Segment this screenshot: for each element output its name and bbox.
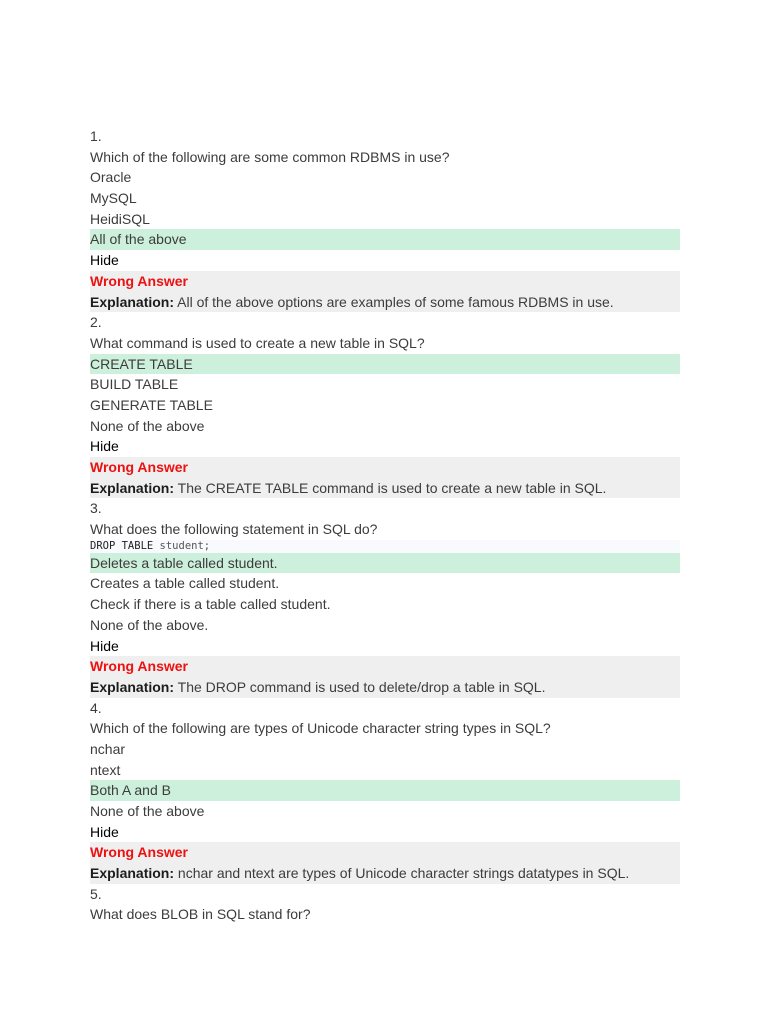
explanation-label: Explanation: — [90, 293, 175, 310]
question-text: Which of the following are types of Unicode character string types in SQL? — [90, 720, 551, 737]
wrong-answer-label: Wrong Answer — [90, 844, 189, 861]
answer-option[interactable]: GENERATE TABLE — [90, 396, 213, 413]
quiz-content — [90, 126, 680, 925]
hide-link[interactable]: Hide — [90, 637, 119, 654]
answer-option-correct[interactable]: Deletes a table called student. — [90, 553, 680, 574]
wrong-answer-label: Wrong Answer — [90, 658, 189, 675]
result-row — [90, 271, 680, 292]
answer-option[interactable]: HeidiSQL — [90, 210, 150, 227]
hide-link[interactable]: Hide — [90, 438, 119, 455]
question-number: 1. — [90, 128, 102, 144]
hide-link[interactable]: Hide — [90, 252, 119, 269]
explanation-row — [90, 292, 680, 313]
question-number: 3. — [90, 500, 102, 517]
wrong-answer-label: Wrong Answer — [90, 272, 189, 289]
answer-option[interactable]: Oracle — [90, 169, 132, 186]
explanation-row — [90, 478, 680, 499]
question-text: What command is used to create a new table in SQL? — [90, 334, 425, 351]
explanation-label: Explanation: — [90, 479, 175, 496]
explanation-label: Explanation: — [90, 865, 175, 882]
answer-option-correct[interactable]: CREATE TABLE — [90, 354, 680, 375]
result-row — [90, 457, 680, 478]
answer-option[interactable]: None of the above. — [90, 616, 209, 633]
answer-option[interactable]: ntext — [90, 761, 121, 778]
explanation-row — [90, 863, 680, 884]
code-snippet — [90, 540, 680, 553]
question-number: 2. — [90, 314, 102, 331]
answer-option[interactable]: Check if there is a table called student. — [90, 596, 331, 613]
answer-option-correct[interactable]: Both A and B — [90, 780, 680, 801]
answer-option[interactable]: nchar — [90, 740, 126, 757]
code-identifier: student; — [153, 539, 211, 552]
answer-option-correct[interactable]: All of the above — [90, 229, 680, 250]
answer-option[interactable]: None of the above — [90, 803, 205, 819]
question-text: Which of the following are some common RDBMS in use? — [90, 148, 450, 165]
explanation-row — [90, 677, 680, 698]
question-number: 5. — [90, 885, 102, 902]
hide-link[interactable]: Hide — [90, 823, 119, 840]
question-number: 4. — [90, 699, 102, 716]
code-keyword: DROP TABLE — [90, 539, 154, 552]
result-row — [90, 656, 680, 677]
question-text: What does the following statement in SQL do? — [90, 521, 378, 538]
explanation-text: All of the above options are examples of some famous RDBMS in use. — [174, 293, 614, 310]
result-row — [90, 842, 680, 863]
question-text: What does BLOB in SQL stand for? — [90, 906, 311, 923]
explanation-label: Explanation: — [90, 678, 175, 695]
answer-option[interactable]: MySQL — [90, 190, 137, 207]
answer-option[interactable]: Creates a table called student. — [90, 575, 280, 592]
answer-option[interactable]: BUILD TABLE — [90, 376, 179, 393]
explanation-text: The DROP command is used to delete/drop a table in SQL. — [174, 678, 546, 695]
answer-option[interactable]: None of the above — [90, 417, 205, 434]
explanation-text: nchar and ntext are types of Unicode character strings datatypes in SQL. — [174, 865, 630, 882]
explanation-text: The CREATE TABLE command is used to create a new table in SQL. — [174, 479, 607, 496]
wrong-answer-label: Wrong Answer — [90, 459, 189, 475]
